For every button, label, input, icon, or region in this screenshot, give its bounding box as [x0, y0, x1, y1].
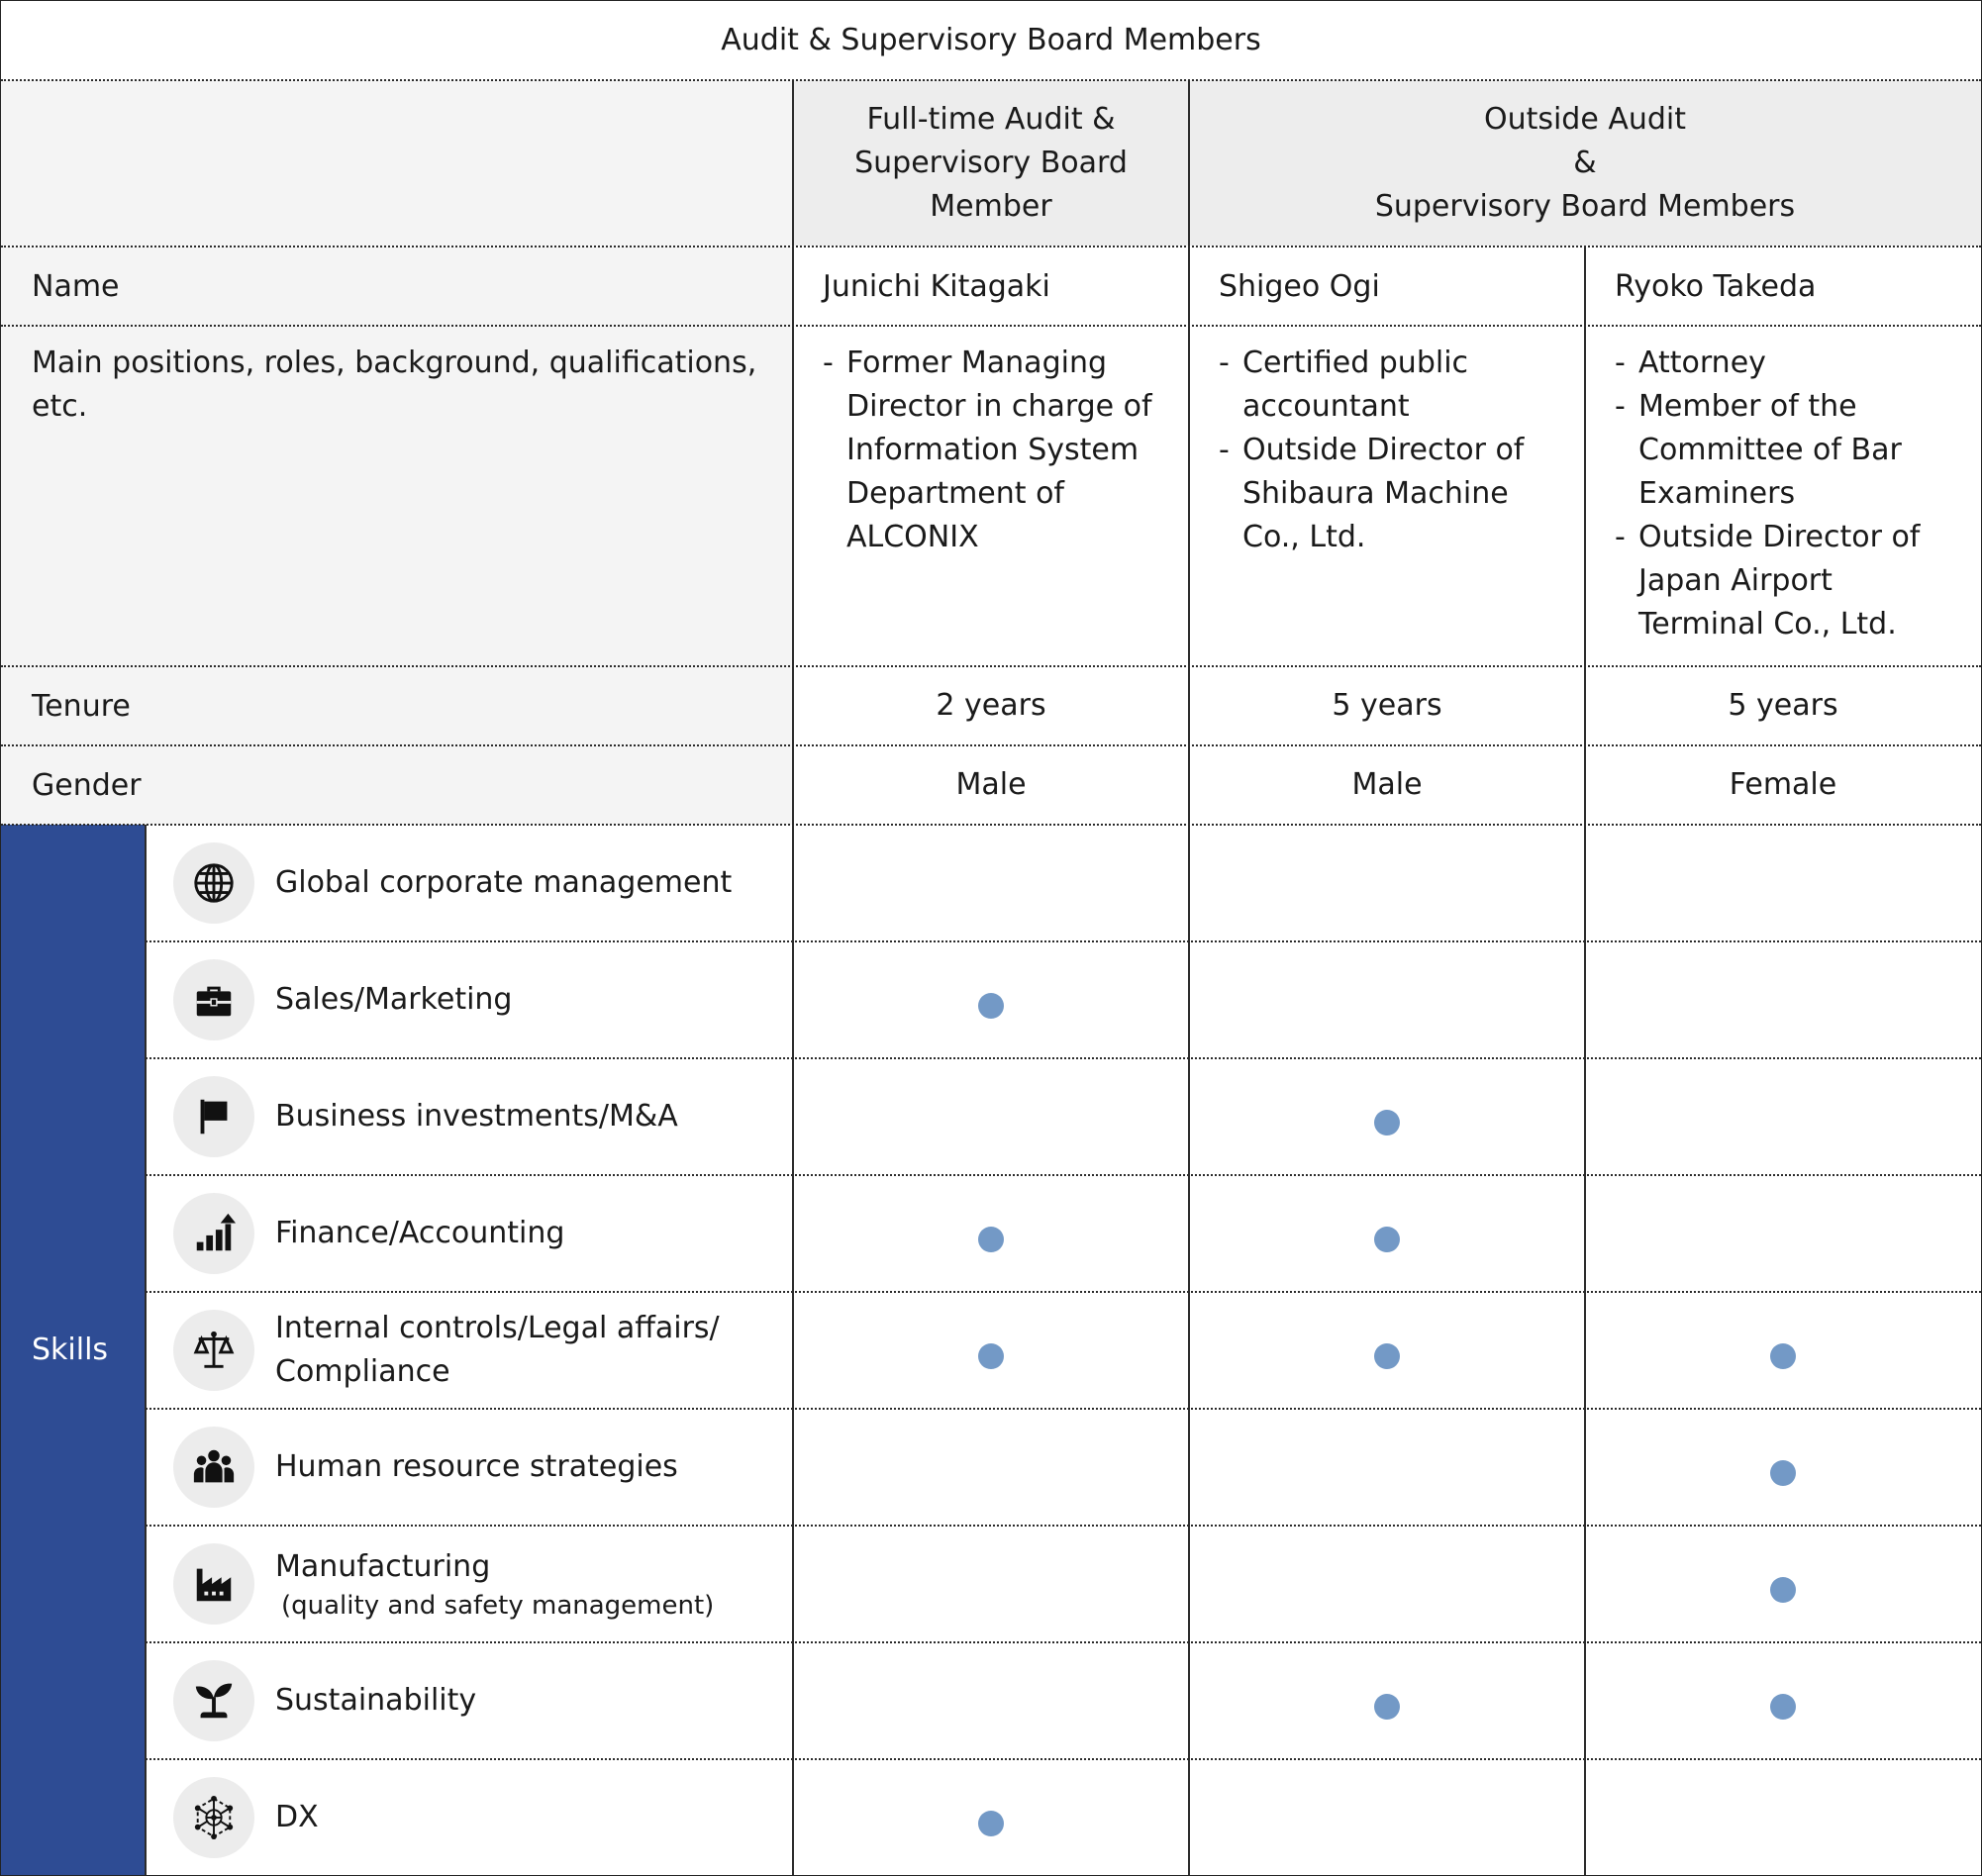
row-label-name: Name: [32, 268, 120, 304]
row-label-tenure: Tenure: [32, 688, 131, 724]
row-divider: [1, 824, 1981, 826]
member-gender: Male: [1351, 767, 1423, 802]
member-positions: [1615, 342, 1971, 646]
row-divider: [146, 1525, 1981, 1527]
member-name: Ryoko Takeda: [1615, 268, 1817, 304]
skill-row-sustainability: [146, 1642, 793, 1759]
row-divider: [146, 1174, 1981, 1176]
growth-chart-icon: [173, 1193, 254, 1274]
position-line: - Certified public: [1242, 346, 1469, 380]
header-fulltime-line: Supervisory Board: [854, 145, 1128, 180]
position-line: Co., Ltd.: [1242, 520, 1366, 554]
sprout-icon: [173, 1660, 254, 1741]
row-divider: [1, 744, 1981, 746]
skill-label: [275, 1679, 476, 1723]
position-line: Information System: [846, 433, 1140, 467]
row-divider: [1, 246, 1981, 247]
skill-mark: [978, 1227, 1004, 1252]
row-divider: [146, 1758, 1981, 1760]
skill-row-investments: [146, 1058, 793, 1175]
position-line: - Former Managing: [846, 346, 1107, 380]
skill-sublabel: (quality and safety management): [281, 1591, 715, 1621]
member-gender: Male: [955, 767, 1027, 802]
skill-label: [275, 1796, 319, 1839]
position-line: Examiners: [1638, 476, 1796, 511]
member-gender: Female: [1729, 767, 1837, 802]
skill-label: [275, 1445, 678, 1489]
position-item: [823, 342, 1179, 559]
position-line: Director in charge of: [846, 389, 1152, 424]
skill-row-internal-controls: [146, 1292, 793, 1409]
header-fulltime-line: Full-time Audit &: [866, 101, 1116, 137]
header-outside-line: Supervisory Board Members: [1374, 188, 1796, 224]
globe-icon: [173, 842, 254, 924]
row-label-gender: Gender: [32, 767, 142, 803]
position-line: - Outside Director of: [1638, 520, 1921, 554]
skill-row-dx: [146, 1759, 793, 1875]
row-divider: [1, 325, 1981, 327]
header-outside: [1189, 80, 1981, 246]
header-blank-cell: [1, 80, 793, 246]
position-line: ALCONIX: [846, 520, 979, 554]
skill-mark: [978, 993, 1004, 1019]
member-tenure: 5 years: [1332, 688, 1442, 723]
row-label-positions-line: etc.: [32, 389, 88, 424]
briefcase-icon: [173, 959, 254, 1040]
position-item: [1615, 385, 1971, 516]
skill-mark: [1374, 1343, 1400, 1369]
skill-mark: [1770, 1694, 1796, 1720]
skill-label-line: Sales/Marketing: [275, 982, 513, 1017]
position-line: Japan Airport: [1638, 563, 1833, 598]
skill-row-global: [146, 825, 793, 941]
skill-mark: [1770, 1460, 1796, 1486]
position-line: Department of: [846, 476, 1064, 511]
row-divider: [146, 1057, 1981, 1059]
member-name: Shigeo Ogi: [1219, 268, 1380, 304]
skill-label-line: Finance/Accounting: [275, 1216, 565, 1250]
member-tenure: 5 years: [1728, 688, 1838, 723]
member-tenure: 2 years: [936, 688, 1046, 723]
skill-label: [275, 978, 512, 1022]
skill-label-line: Human resource strategies: [275, 1449, 678, 1484]
skill-mark: [1374, 1110, 1400, 1135]
member-positions: [1219, 342, 1575, 559]
scales-icon: [173, 1310, 254, 1391]
position-item: [1219, 429, 1575, 559]
header-outside-line: &: [1573, 145, 1597, 180]
skill-row-manufacturing: [146, 1526, 793, 1642]
header-fulltime-line: Member: [930, 188, 1052, 224]
skill-label: [275, 861, 732, 905]
position-line: - Attorney: [1638, 346, 1766, 380]
skill-mark: [1770, 1577, 1796, 1603]
skill-row-sales: [146, 941, 793, 1058]
skill-mark: [978, 1343, 1004, 1369]
member-name: Junichi Kitagaki: [823, 268, 1050, 304]
position-line: - Outside Director of: [1242, 433, 1525, 467]
row-label-positions: [1, 342, 793, 429]
skill-label: [275, 1545, 714, 1623]
skill-row-human-resources: [146, 1409, 793, 1526]
factory-icon: [173, 1543, 254, 1625]
row-divider: [1, 79, 1981, 81]
header-fulltime: [793, 80, 1189, 246]
skills-category-bar: [1, 825, 146, 1875]
position-line: Terminal Co., Ltd.: [1638, 607, 1897, 642]
column-divider: [792, 80, 794, 1875]
skill-mark: [1374, 1694, 1400, 1720]
skill-label-line: Global corporate management: [275, 865, 733, 900]
skill-mark: [978, 1811, 1004, 1836]
skill-label-line: Manufacturing: [275, 1549, 491, 1584]
row-divider: [146, 1641, 1981, 1643]
row-label-positions-line: Main positions, roles, background, qualifications,: [32, 346, 757, 380]
column-divider: [1188, 80, 1190, 1875]
flag-icon: [173, 1076, 254, 1157]
position-item: [1615, 342, 1971, 385]
table-title: Audit & Supervisory Board Members: [721, 23, 1261, 57]
row-divider: [146, 940, 1981, 942]
skill-label: [275, 1307, 720, 1394]
column-divider: [1584, 247, 1586, 1875]
column-divider: [145, 825, 147, 1875]
skill-mark: [1770, 1343, 1796, 1369]
header-outside-line: Outside Audit: [1483, 101, 1687, 137]
position-item: [1219, 342, 1575, 429]
skill-row-finance: [146, 1175, 793, 1292]
position-line: Shibaura Machine: [1242, 476, 1509, 511]
skill-mark: [1374, 1227, 1400, 1252]
people-icon: [173, 1427, 254, 1508]
network-icon: [173, 1777, 254, 1858]
row-divider: [146, 1408, 1981, 1410]
skills-category-label: Skills: [32, 1333, 109, 1367]
skill-label-line: DX: [275, 1799, 319, 1834]
skill-label-line: Internal controls/Legal affairs/: [275, 1311, 720, 1345]
position-line: accountant: [1242, 389, 1410, 424]
skill-label: [275, 1095, 678, 1138]
skill-label: [275, 1212, 564, 1255]
position-item: [1615, 516, 1971, 646]
row-divider: [1, 665, 1981, 667]
skill-label-line: Sustainability: [275, 1683, 477, 1718]
skill-label-line: Compliance: [275, 1354, 450, 1389]
row-divider: [146, 1291, 1981, 1293]
position-line: - Member of the: [1638, 389, 1857, 424]
member-positions: [823, 342, 1179, 559]
skill-label-line: Business investments/M&A: [275, 1099, 678, 1134]
position-line: Committee of Bar: [1638, 433, 1902, 467]
